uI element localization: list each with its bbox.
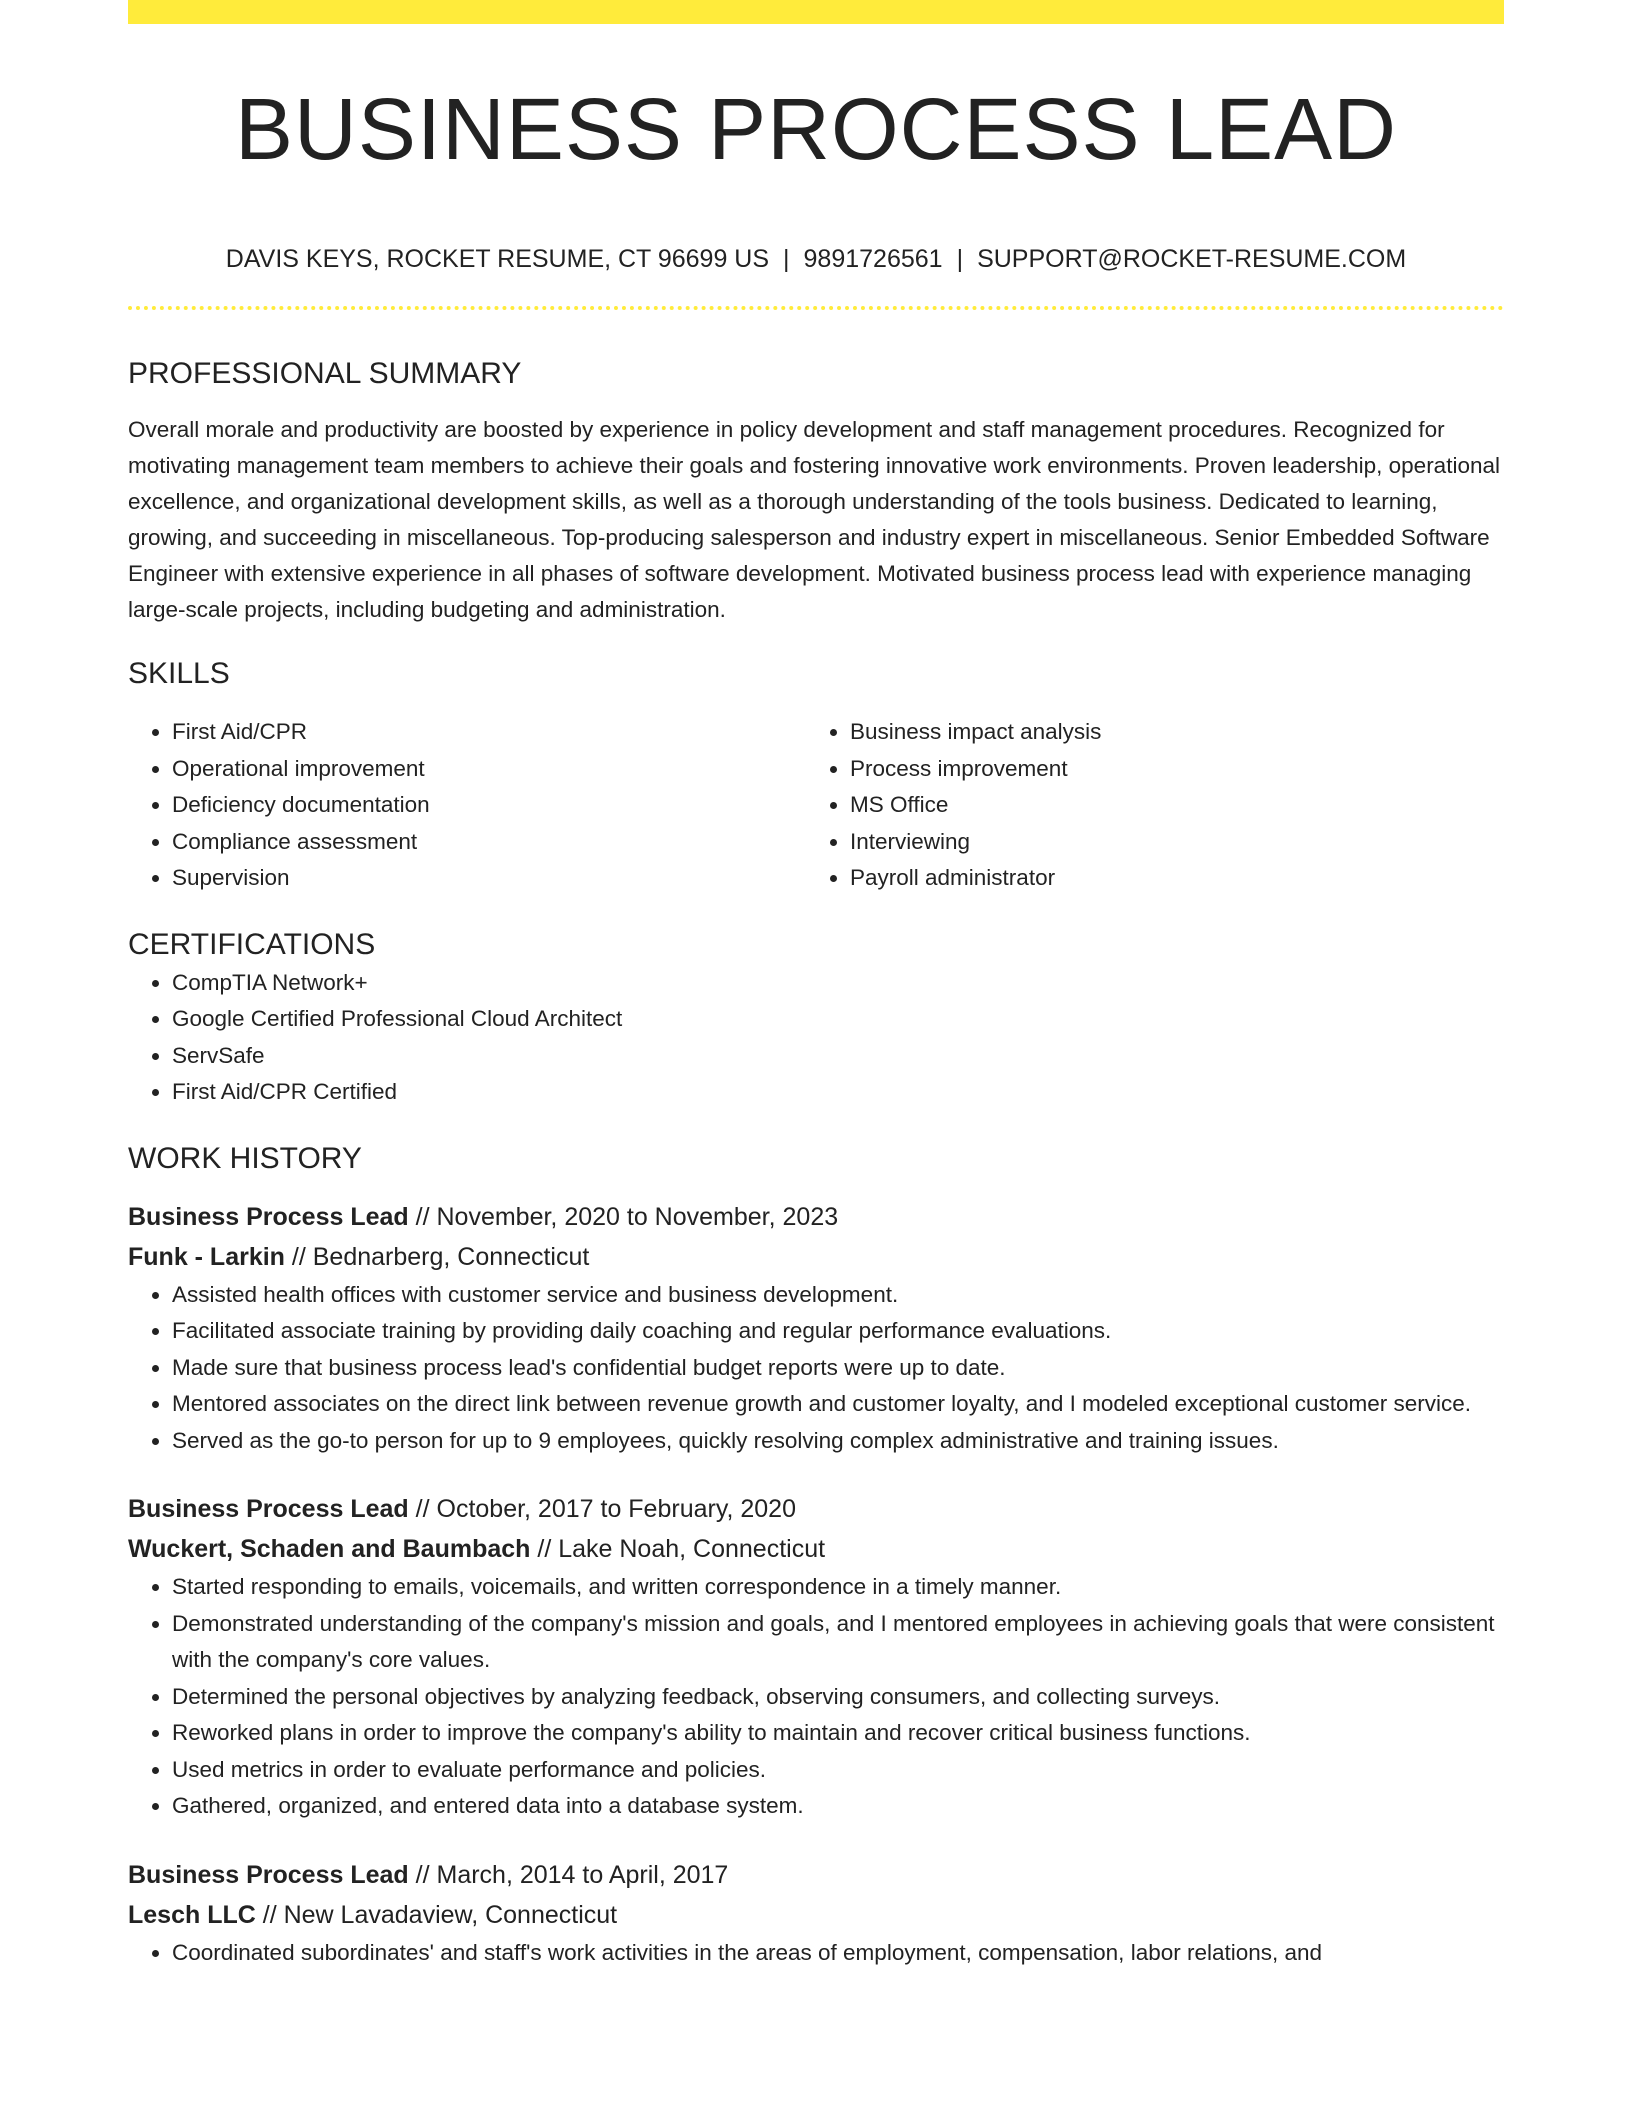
job-company: Wuckert, Schaden and Baumbach (128, 1535, 531, 1563)
job-bullet: • Demonstrated understanding of the company's mission and goals, and I mentored employees in achieving goals that were consistent with the company's core values. (172, 1606, 1504, 1679)
skills-column-left (128, 714, 806, 897)
skills-column-right (806, 714, 1484, 897)
job-title: Business Process Lead (128, 1202, 409, 1231)
skill-item: • Business impact analysis (850, 714, 1484, 751)
skill-item: • Interviewing (850, 824, 1484, 861)
skill-item: • Payroll administrator (850, 860, 1484, 897)
certification-item: • First Aid/CPR Certified (172, 1074, 1504, 1111)
work-history-heading: WORK HISTORY (128, 1141, 362, 1175)
job-entry (128, 1197, 1504, 1460)
certification-item: • CompTIA Network+ (172, 965, 1504, 1002)
job-bullets (128, 1935, 1504, 1972)
job-dates: // March, 2014 to April, 2017 (415, 1860, 729, 1889)
certification-item: • ServSafe (172, 1038, 1504, 1075)
job-title-line (128, 1489, 1504, 1529)
job-bullet: • Made sure that business process lead's confidential budget reports were up to date. (172, 1350, 1504, 1387)
accent-top-bar (128, 0, 1504, 24)
job-title: Business Process Lead (128, 1860, 409, 1889)
job-entry (128, 1855, 1504, 1972)
job-location: // New Lavadaview, Connecticut (262, 1900, 618, 1929)
skill-item: • Deficiency documentation (172, 787, 806, 824)
job-company-line (128, 1237, 1504, 1277)
job-bullet: • Determined the personal objectives by analyzing feedback, observing consumers, and collecting surveys. (172, 1679, 1504, 1716)
skill-item: • Process improvement (850, 751, 1484, 788)
contact-separator: | (956, 245, 964, 273)
job-dates: // October, 2017 to February, 2020 (415, 1495, 796, 1523)
certification-item: • Google Certified Professional Cloud Architect (172, 1001, 1504, 1038)
job-title: Business Process Lead (128, 1495, 409, 1523)
job-bullets (128, 1569, 1504, 1825)
skill-item: • Operational improvement (172, 751, 806, 788)
contact-separator: | (783, 245, 790, 273)
job-company: Lesch LLC (128, 1900, 256, 1929)
job-bullet: • Used metrics in order to evaluate performance and policies. (172, 1752, 1504, 1789)
dotted-divider (128, 306, 1504, 310)
resume-title: BUSINESS PROCESS LEAD (234, 81, 1398, 178)
contact-line (128, 242, 1504, 276)
job-bullet: • Gathered, organized, and entered data into a database system. (172, 1788, 1504, 1825)
job-title-line (128, 1197, 1504, 1237)
skill-item: • MS Office (850, 787, 1484, 824)
contact-phone: 9891726561 (803, 245, 943, 273)
job-bullet: • Assisted health offices with customer service and business development. (172, 1277, 1504, 1314)
skill-item: • First Aid/CPR (172, 714, 806, 751)
job-location: // Lake Noah, Connecticut (537, 1535, 826, 1563)
job-title-line (128, 1855, 1504, 1895)
job-company-line (128, 1529, 1504, 1569)
skill-item: • Supervision (172, 860, 806, 897)
job-entry (128, 1489, 1504, 1825)
certifications-heading: CERTIFICATIONS (128, 927, 376, 961)
certifications-list (128, 965, 1504, 1111)
job-dates: // November, 2020 to November, 2023 (415, 1202, 839, 1231)
contact-address: DAVIS KEYS, ROCKET RESUME, CT 96699 US (225, 245, 770, 273)
job-company-line (128, 1895, 1504, 1935)
contact-email[interactable]: SUPPORT@ROCKET-RESUME.COM (977, 245, 1407, 273)
job-bullet: • Coordinated subordinates' and staff's work activities in the areas of employment, compensation, labor relations, and (172, 1935, 1504, 1972)
job-bullet: • Facilitated associate training by providing daily coaching and regular performance evaluations. (172, 1313, 1504, 1350)
skills-grid (128, 714, 1504, 897)
skills-heading: SKILLS (128, 657, 230, 690)
job-location: // Bednarberg, Connecticut (291, 1242, 590, 1271)
job-bullet: • Reworked plans in order to improve the company's ability to maintain and recover critical business functions. (172, 1715, 1504, 1752)
job-company: Funk - Larkin (128, 1242, 285, 1271)
job-bullet: • Mentored associates on the direct link between revenue growth and customer loyalty, and I modeled exceptional customer service. (172, 1386, 1504, 1423)
job-bullet: • Started responding to emails, voicemails, and written correspondence in a timely manner. (172, 1569, 1504, 1606)
summary-text: Overall morale and productivity are boosted by experience in policy development and staff management procedures. Recognized for motivating management team members to achieve their goals and fostering innovative work environments. Proven leadership, operational excellence, and organizational development skills, as well as a thorough understanding of the tools business. Dedicated to learning, growing, and succeeding in miscellaneous. Top-producing salesperson and industry expert in miscellaneous. Senior Embedded Software Engineer with extensive experience in all phases of software development. Motivated business process lead with experience managing large-scale projects, including budgeting and administration. (128, 417, 1500, 622)
resume-page (128, 0, 1504, 1971)
skill-item: • Compliance assessment (172, 824, 806, 861)
job-bullets (128, 1277, 1504, 1460)
job-bullet: • Served as the go-to person for up to 9 employees, quickly resolving complex administrative and training issues. (172, 1423, 1504, 1460)
summary-heading: PROFESSIONAL SUMMARY (128, 357, 522, 390)
